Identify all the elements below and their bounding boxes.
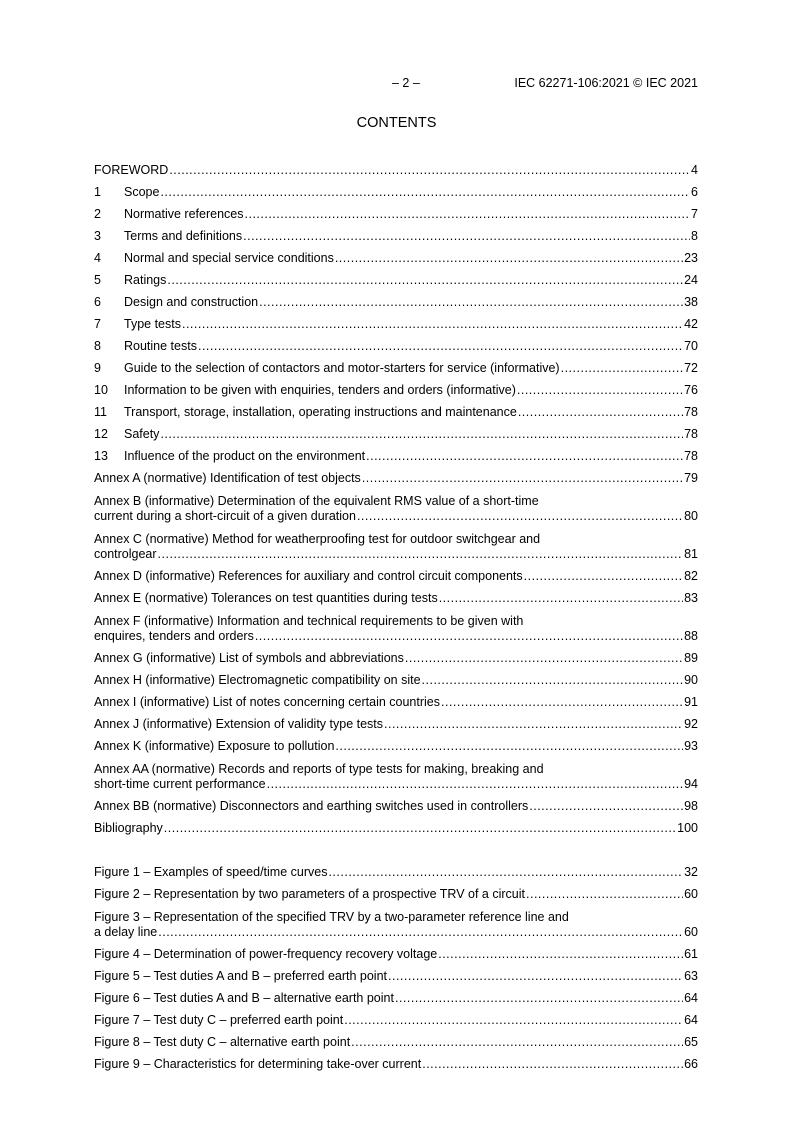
- page-ref: 7: [691, 207, 698, 221]
- page-ref: 94: [684, 777, 698, 791]
- page-ref: 38: [684, 295, 698, 309]
- dot-leader: [395, 991, 683, 1006]
- toc-entry[interactable]: [94, 666, 698, 688]
- toc-entry[interactable]: [94, 156, 698, 178]
- toc-entry[interactable]: [94, 606, 698, 644]
- toc-entry[interactable]: [94, 332, 698, 354]
- contents-title: CONTENTS: [356, 115, 437, 131]
- dot-leader: [167, 273, 683, 288]
- entry-title: Type tests: [124, 317, 181, 331]
- dot-leader: [243, 229, 690, 244]
- page-ref: 42: [684, 317, 698, 331]
- entry-title: Annex I (informative) List of notes concerning certain countries: [94, 695, 441, 709]
- toc-entry[interactable]: [94, 420, 698, 442]
- entry-title: Bibliography: [94, 821, 163, 835]
- figure-entry[interactable]: [94, 1028, 698, 1050]
- toc-entry[interactable]: [94, 376, 698, 398]
- page-ref: 92: [684, 717, 698, 731]
- toc-entry[interactable]: [94, 732, 698, 754]
- dot-leader: [438, 947, 683, 962]
- entry-title: Annex H (informative) Electromagnetic compatibility on site: [94, 673, 421, 687]
- toc-entry[interactable]: [94, 792, 698, 814]
- page-ref: 60: [684, 925, 698, 939]
- entry-title: Design and construction: [124, 295, 259, 309]
- entry-title: Figure 2 – Representation by two parameters of a prospective TRV of a circuit: [94, 887, 525, 901]
- dot-leader: [335, 251, 683, 266]
- entry-title: FOREWORD: [94, 163, 169, 177]
- page-ref: 4: [691, 163, 698, 177]
- entry-title: Transport, storage, installation, operating instructions and maintenance: [124, 405, 517, 419]
- dot-leader: [164, 821, 676, 836]
- dot-leader: [384, 717, 683, 732]
- toc-entry[interactable]: [94, 486, 698, 524]
- figure-entry[interactable]: [94, 1050, 698, 1072]
- figure-entry[interactable]: [94, 940, 698, 962]
- clause-number: 10: [94, 383, 108, 397]
- dot-leader: [529, 799, 683, 814]
- page-ref: 81: [684, 547, 698, 561]
- dot-leader: [518, 405, 683, 420]
- page-ref: 8: [691, 229, 698, 243]
- page-ref: 82: [684, 569, 698, 583]
- entry-title: Annex D (informative) References for auxiliary and control circuit components: [94, 569, 523, 583]
- clause-number: 5: [94, 273, 101, 287]
- dot-leader: [259, 295, 683, 310]
- figure-entry[interactable]: [94, 902, 698, 940]
- dot-leader: [405, 651, 683, 666]
- toc-entry[interactable]: [94, 754, 698, 792]
- toc-entry[interactable]: [94, 222, 698, 244]
- entry-title-continued: a delay line: [94, 925, 158, 939]
- entry-title: Figure 8 – Test duty C – alternative earth point: [94, 1035, 351, 1049]
- toc-entry[interactable]: [94, 524, 698, 562]
- page-ref: 72: [684, 361, 698, 375]
- page-number: – 2 –: [392, 76, 420, 90]
- page-ref: 65: [684, 1035, 698, 1049]
- toc-entry[interactable]: [94, 814, 698, 836]
- dot-leader: [335, 739, 683, 754]
- entry-title: Figure 4 – Determination of power-frequency recovery voltage: [94, 947, 438, 961]
- entry-title: Annex F (informative) Information and technical requirements to be given with: [94, 614, 524, 628]
- toc-entry[interactable]: [94, 710, 698, 732]
- entry-title: Annex BB (normative) Disconnectors and earthing switches used in controllers: [94, 799, 529, 813]
- toc-entry[interactable]: [94, 310, 698, 332]
- dot-leader: [198, 339, 683, 354]
- clause-number: 3: [94, 229, 101, 243]
- dot-leader: [344, 1013, 683, 1028]
- page-ref: 90: [684, 673, 698, 687]
- entry-title-continued: controlgear: [94, 547, 157, 561]
- page-ref: 76: [684, 383, 698, 397]
- dot-leader: [160, 427, 683, 442]
- page-ref: 78: [684, 427, 698, 441]
- page-header: [94, 76, 698, 92]
- toc-entry[interactable]: [94, 200, 698, 222]
- clause-number: 12: [94, 427, 108, 441]
- entry-title: Annex K (informative) Exposure to pollution: [94, 739, 335, 753]
- dot-leader: [328, 865, 683, 880]
- page-ref: 89: [684, 651, 698, 665]
- entry-title: Annex A (normative) Identification of test objects: [94, 471, 361, 485]
- entry-title: Annex C (normative) Method for weatherproofing test for outdoor switchgear and: [94, 532, 541, 546]
- entry-title: Information to be given with enquiries, tenders and orders (informative): [124, 383, 516, 397]
- entry-title: Guide to the selection of contactors and motor-starters for service (informative): [124, 361, 560, 375]
- dot-leader: [441, 695, 683, 710]
- page-ref: 78: [684, 449, 698, 463]
- figure-entry[interactable]: [94, 880, 698, 902]
- page-ref: 64: [684, 991, 698, 1005]
- toc-entry[interactable]: [94, 644, 698, 666]
- dot-leader: [245, 207, 691, 222]
- toc-entry[interactable]: [94, 442, 698, 464]
- dot-leader: [526, 887, 683, 902]
- page-ref: 93: [684, 739, 698, 753]
- clause-number: 11: [94, 405, 107, 419]
- figure-entry[interactable]: [94, 858, 698, 880]
- page-ref: 70: [684, 339, 698, 353]
- dot-leader: [169, 163, 690, 178]
- dot-leader: [351, 1035, 683, 1050]
- entry-title: Normal and special service conditions: [124, 251, 334, 265]
- entry-title: Annex G (informative) List of symbols and abbreviations: [94, 651, 404, 665]
- toc-entry[interactable]: [94, 244, 698, 266]
- entry-title: Scope: [124, 185, 160, 199]
- entry-title: Figure 1 – Examples of speed/time curves: [94, 865, 328, 879]
- entry-title: Normative references: [124, 207, 244, 221]
- dot-leader: [158, 547, 684, 562]
- toc-entry[interactable]: [94, 266, 698, 288]
- page-ref: 23: [684, 251, 698, 265]
- toc-entry[interactable]: [94, 398, 698, 420]
- page-ref: 60: [684, 887, 698, 901]
- page-ref: 98: [684, 799, 698, 813]
- dot-leader: [362, 471, 683, 486]
- page-ref: 100: [677, 821, 698, 835]
- page-ref: 78: [684, 405, 698, 419]
- dot-leader: [158, 925, 683, 940]
- clause-number: 1: [94, 185, 101, 199]
- table-of-contents: [94, 156, 698, 1072]
- entry-title: Ratings: [124, 273, 167, 287]
- clause-number: 8: [94, 339, 101, 353]
- toc-entry[interactable]: [94, 288, 698, 310]
- toc-entry[interactable]: [94, 584, 698, 606]
- entry-title: Annex AA (normative) Records and reports of type tests for making, breaking and: [94, 762, 544, 776]
- page-ref: 80: [684, 509, 698, 523]
- figure-entry[interactable]: [94, 962, 698, 984]
- toc-entry[interactable]: [94, 688, 698, 710]
- clause-number: 9: [94, 361, 101, 375]
- figure-entry[interactable]: [94, 1006, 698, 1028]
- dot-leader: [267, 777, 684, 792]
- page-ref: 88: [684, 629, 698, 643]
- page-ref: 6: [691, 185, 698, 199]
- dot-leader: [357, 509, 683, 524]
- entry-title: Influence of the product on the environment: [124, 449, 366, 463]
- clause-number: 13: [94, 449, 108, 463]
- dot-leader: [182, 317, 683, 332]
- entry-title: Terms and definitions: [124, 229, 243, 243]
- entry-title-continued: short-time current performance: [94, 777, 266, 791]
- entry-title: Figure 3 – Representation of the specified TRV by a two-parameter reference line and: [94, 910, 569, 924]
- page-ref: 61: [684, 947, 698, 961]
- toc-entry[interactable]: [94, 464, 698, 486]
- page-ref: 66: [684, 1057, 698, 1071]
- entry-title: Figure 5 – Test duties A and B – preferred earth point: [94, 969, 388, 983]
- entry-title: Figure 6 – Test duties A and B – alternative earth point: [94, 991, 394, 1005]
- dot-leader: [422, 1057, 683, 1072]
- dot-leader: [439, 591, 683, 606]
- clause-number: 6: [94, 295, 101, 309]
- page-ref: 32: [684, 865, 698, 879]
- entry-title: Figure 7 – Test duty C – preferred earth point: [94, 1013, 344, 1027]
- section-gap: [94, 836, 698, 858]
- clause-number: 2: [94, 207, 101, 221]
- dot-leader: [517, 383, 683, 398]
- page-ref: 91: [684, 695, 698, 709]
- page-ref: 24: [684, 273, 698, 287]
- toc-entry[interactable]: [94, 562, 698, 584]
- dot-leader: [366, 449, 683, 464]
- dot-leader: [524, 569, 683, 584]
- document-reference: IEC 62271-106:2021 © IEC 2021: [514, 76, 698, 90]
- dot-leader: [561, 361, 683, 376]
- page-ref: 83: [684, 591, 698, 605]
- clause-number: 4: [94, 251, 101, 265]
- entry-title: Annex E (normative) Tolerances on test quantities during tests: [94, 591, 438, 605]
- toc-entry[interactable]: [94, 178, 698, 200]
- dot-leader: [388, 969, 683, 984]
- page-ref: 64: [684, 1013, 698, 1027]
- entry-title: Figure 9 – Characteristics for determining take-over current: [94, 1057, 422, 1071]
- dot-leader: [160, 185, 690, 200]
- toc-entry[interactable]: [94, 354, 698, 376]
- clause-number: 7: [94, 317, 101, 331]
- figure-entry[interactable]: [94, 984, 698, 1006]
- dot-leader: [422, 673, 684, 688]
- entry-title: Routine tests: [124, 339, 197, 353]
- entry-title-continued: enquires, tenders and orders: [94, 629, 254, 643]
- entry-title: Annex J (informative) Extension of validity type tests: [94, 717, 384, 731]
- page-ref: 79: [684, 471, 698, 485]
- entry-title: Safety: [124, 427, 160, 441]
- entry-title-continued: current during a short-circuit of a given duration: [94, 509, 356, 523]
- entry-title: Annex B (informative) Determination of the equivalent RMS value of a short-time: [94, 494, 539, 508]
- page-ref: 63: [684, 969, 698, 983]
- dot-leader: [255, 629, 683, 644]
